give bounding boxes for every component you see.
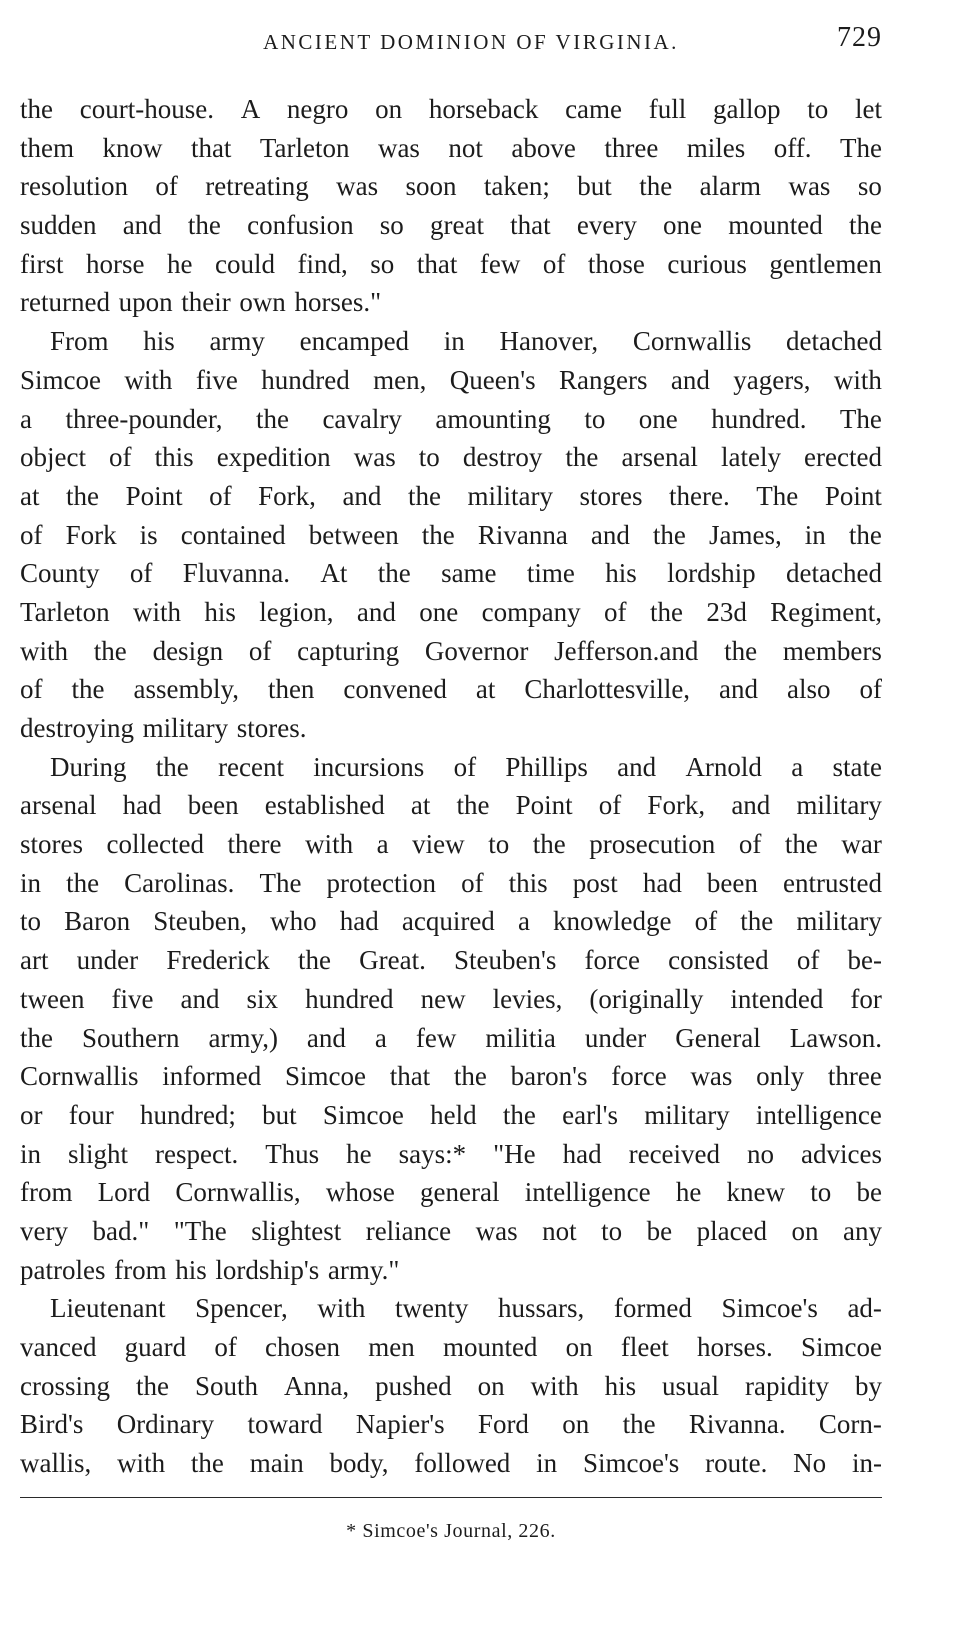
footnote-rule (20, 1497, 882, 1498)
text-line: at the Point of Fork, and the military stores there. The Point (20, 480, 882, 511)
text-line: arsenal had been established at the Point of Fork, and military (20, 790, 882, 821)
text-line: them know that Tarleton was not above three miles off. The (20, 132, 882, 163)
text-line: patroles from his lordship's army." (20, 1254, 400, 1285)
text-line: to Baron Steuben, who had acquired a knowledge of the military (20, 906, 882, 937)
text-line: in slight respect. Thus he says:* "He had received no advices (20, 1138, 882, 1169)
text-line: with the design of capturing Governor Jefferson.and the members (20, 635, 882, 666)
text-line: Tarleton with his legion, and one company of the 23d Regiment, (20, 596, 882, 627)
text-line: a three-pounder, the cavalry amounting to one hundred. The (20, 403, 882, 434)
text-line: stores collected there with a view to the prosecution of the war (20, 829, 882, 860)
text-line: County of Fluvanna. At the same time his lordship detached (20, 558, 882, 589)
text-line: of the assembly, then convened at Charlottesville, and also of (20, 674, 882, 705)
running-head (20, 22, 882, 62)
running-title: ANCIENT DOMINION OF VIRGINIA. (263, 30, 679, 54)
text-line: in the Carolinas. The protection of this post had been entrusted (20, 867, 882, 898)
page-number: 729 (837, 22, 882, 53)
text-line: tween five and six hundred new levies, (originally intended for (20, 983, 882, 1014)
text-line: During the recent incursions of Phillips and Arnold a state (50, 751, 882, 782)
text-line: the Southern army,) and a few militia under General Lawson. (20, 1022, 882, 1053)
footnote: * Simcoe's Journal, 226. (346, 1520, 556, 1542)
text-line: of Fork is contained between the Rivanna and the James, in the (20, 519, 882, 550)
text-line: Bird's Ordinary toward Napier's Ford on the Rivanna. Corn- (20, 1409, 882, 1440)
text-line: first horse he could find, so that few of those curious gentlemen (20, 248, 882, 279)
text-line: sudden and the confusion so great that every one mounted the (20, 210, 882, 241)
text-line: resolution of retreating was soon taken; but the alarm was so (20, 171, 882, 202)
text-line: from Lord Cornwallis, whose general intelligence he knew to be (20, 1177, 882, 1208)
text-line: Simcoe with five hundred men, Queen's Rangers and yagers, with (20, 364, 882, 395)
text-line: returned upon their own horses." (20, 287, 382, 318)
text-line: destroying military stores. (20, 713, 307, 743)
text-line: the court-house. A negro on horseback came full gallop to let (20, 94, 882, 124)
text-line: vanced guard of chosen men mounted on fleet horses. Simcoe (20, 1332, 882, 1362)
text-line: wallis, with the main body, followed in Simcoe's route. No in- (20, 1448, 882, 1479)
text-line: Lieutenant Spencer, with twenty hussars, formed Simcoe's ad- (50, 1293, 882, 1324)
text-line: From his army encamped in Hanover, Cornwallis detached (50, 326, 882, 357)
text-line: Cornwallis informed Simcoe that the baron's force was only three (20, 1061, 882, 1092)
text-line: object of this expedition was to destroy the arsenal lately erected (20, 442, 882, 473)
text-line: art under Frederick the Great. Steuben's force consisted of be- (20, 945, 882, 976)
text-line: crossing the South Anna, pushed on with his usual rapidity by (20, 1370, 882, 1401)
text-line: very bad." "The slightest reliance was not to be placed on any (20, 1215, 882, 1246)
body-text (20, 90, 882, 1483)
text-line: or four hundred; but Simcoe held the earl's military intelligence (20, 1099, 882, 1130)
